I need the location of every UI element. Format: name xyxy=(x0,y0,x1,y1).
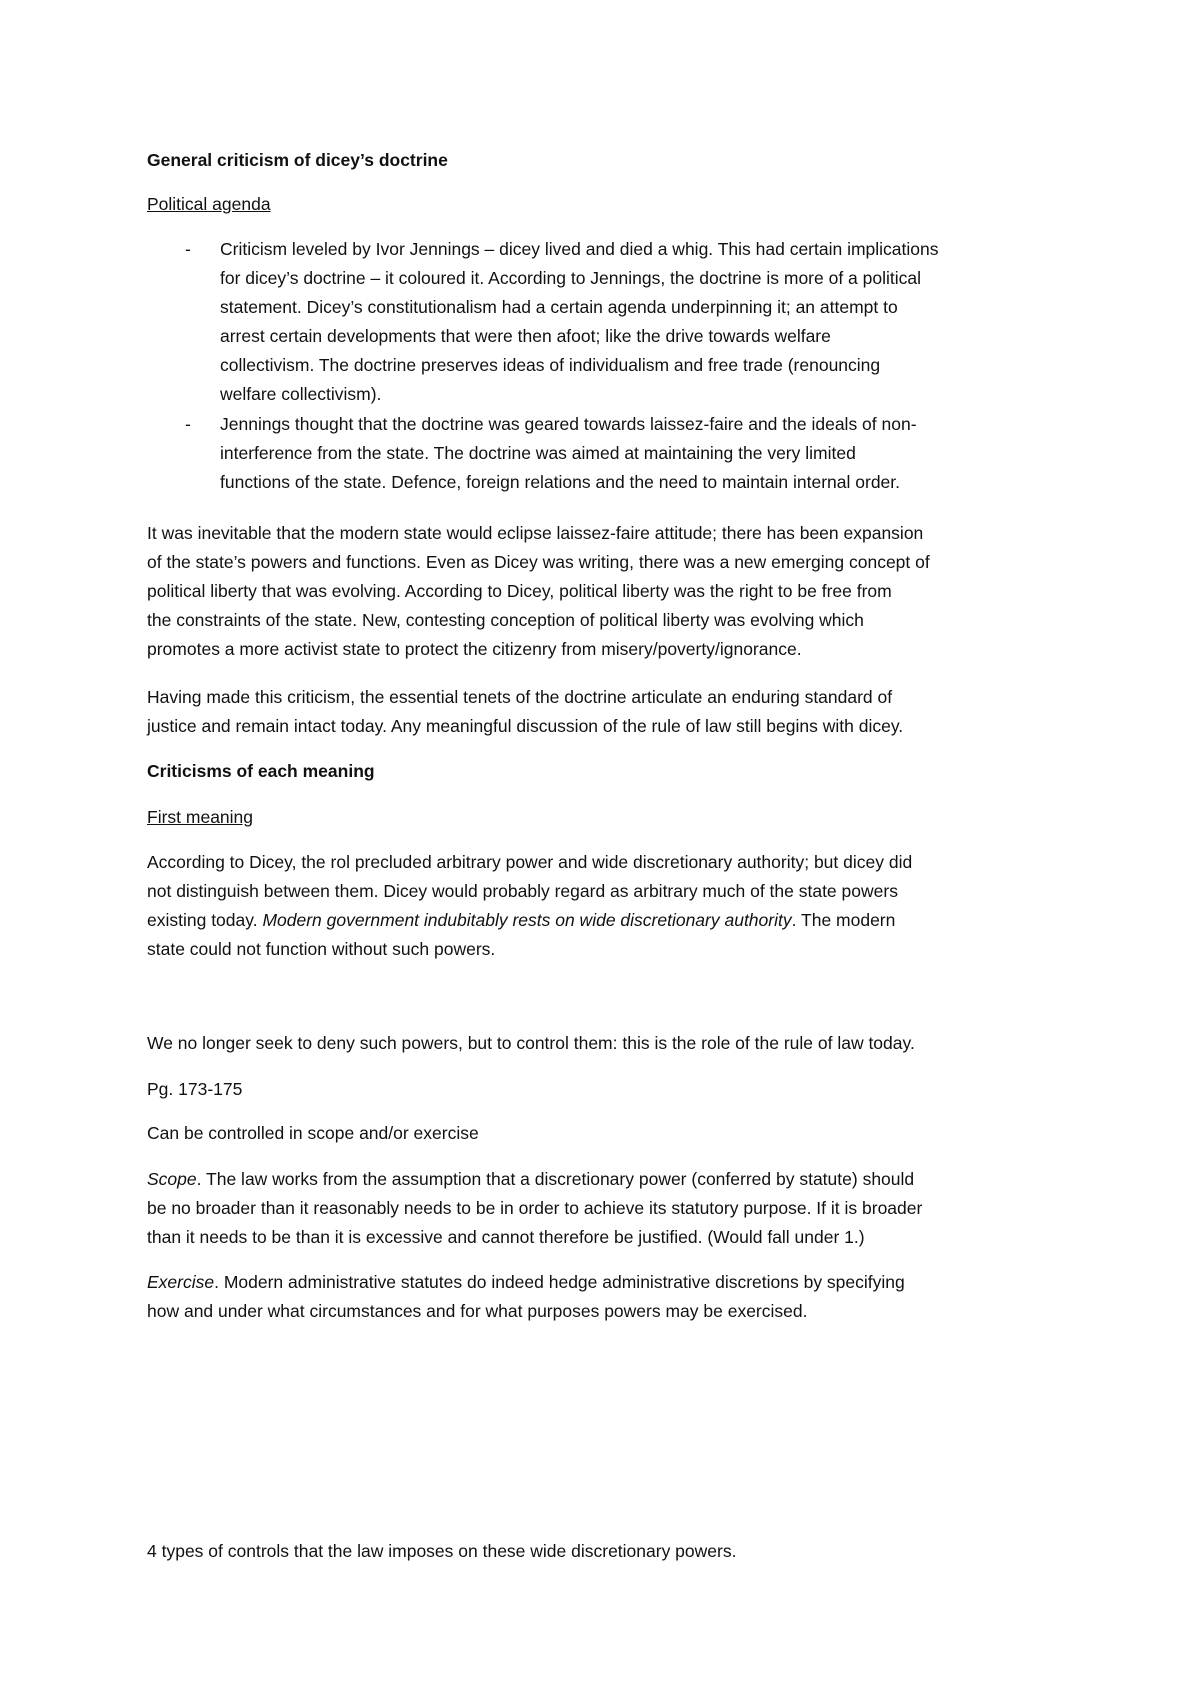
paragraph-line: According to Dicey, the rol precluded arbitrary power and wide discretionary authority; but dicey did xyxy=(147,852,913,872)
paragraph-line: It was inevitable that the modern state would eclipse laissez-faire attitude; there has been expansion xyxy=(147,523,924,543)
paragraph-line xyxy=(147,1268,1077,1297)
heading-general-criticism: General criticism of dicey’s doctrine xyxy=(147,150,448,170)
paragraph-inevitable xyxy=(147,519,1077,664)
bullet-dash: - xyxy=(185,414,191,434)
bullet-line: Jennings thought that the doctrine was geared towards laissez-faire and the ideals of non- xyxy=(220,414,917,434)
paragraph-line: than it needs to be than it is excessive and cannot therefore be justified. (Would fall under 1.) xyxy=(147,1227,865,1247)
paragraph-line xyxy=(147,906,1077,935)
bullet-line: arrest certain developments that were then afoot; like the drive towards welfare xyxy=(220,326,831,346)
paragraph-line: of the state’s powers and functions. Even as Dicey was writing, there was a new emerging concept of xyxy=(147,552,930,572)
exercise-label: Exercise xyxy=(147,1272,215,1292)
paragraph-scope xyxy=(147,1165,1077,1252)
paragraph-line xyxy=(147,1165,1077,1194)
bullet-line: welfare collectivism). xyxy=(220,384,382,404)
bullet-body xyxy=(220,235,1100,409)
paragraph-line: promotes a more activist state to protect the citizenry from misery/poverty/ignorance. xyxy=(147,639,802,659)
text-span: . Modern administrative statutes do indeed hedge administrative discretions by specifying xyxy=(214,1272,905,1292)
paragraph-line: Having made this criticism, the essential tenets of the doctrine articulate an enduring standard of xyxy=(147,687,893,707)
bullet-dash: - xyxy=(185,239,191,259)
paragraph-line: justice and remain intact today. Any meaningful discussion of the rule of law still begins with dicey. xyxy=(147,716,904,736)
paragraph-line: state could not function without such powers. xyxy=(147,939,496,959)
scope-label: Scope xyxy=(147,1169,197,1189)
paragraph-first-meaning xyxy=(147,848,1077,964)
bullet-body xyxy=(220,410,1100,497)
italic-emphasis: Modern government indubitably rests on wide discretionary authority xyxy=(262,910,792,930)
paragraph-line: how and under what circumstances and for what purposes powers may be exercised. xyxy=(147,1301,808,1321)
paragraph-exercise xyxy=(147,1268,1077,1326)
paragraph-four-types: 4 types of controls that the law imposes on these wide discretionary powers. xyxy=(147,1541,737,1561)
paragraph-controlled: Can be controlled in scope and/or exercise xyxy=(147,1123,479,1143)
paragraph-page-ref: Pg. 173-175 xyxy=(147,1079,243,1099)
subheading-first-meaning: First meaning xyxy=(147,807,254,827)
paragraph-no-longer: We no longer seek to deny such powers, but to control them: this is the role of the rule of law today. xyxy=(147,1033,915,1053)
paragraph-line: be no broader than it reasonably needs to be in order to achieve its statutory purpose. If it is broader xyxy=(147,1198,923,1218)
bullet-line: Criticism leveled by Ivor Jennings – dicey lived and died a whig. This had certain implications xyxy=(220,239,939,259)
bullet-line: functions of the state. Defence, foreign relations and the need to maintain internal order. xyxy=(220,472,901,492)
subheading-political-agenda: Political agenda xyxy=(147,194,271,214)
text-span: . The modern xyxy=(791,910,896,930)
heading-criticisms-each-meaning: Criticisms of each meaning xyxy=(147,761,375,781)
bullet-line: for dicey’s doctrine – it coloured it. According to Jennings, the doctrine is more of a political xyxy=(220,268,922,288)
paragraph-having-made xyxy=(147,683,1077,741)
text-span: . The law works from the assumption that a discretionary power (conferred by statute) should xyxy=(196,1169,915,1189)
paragraph-line: the constraints of the state. New, contesting conception of political liberty was evolving which xyxy=(147,610,864,630)
paragraph-line: political liberty that was evolving. According to Dicey, political liberty was the right to be free from xyxy=(147,581,892,601)
paragraph-line: not distinguish between them. Dicey would probably regard as arbitrary much of the state powers xyxy=(147,881,898,901)
text-span: existing today. xyxy=(147,910,263,930)
bullet-line: statement. Dicey’s constitutionalism had a certain agenda underpinning it; an attempt to xyxy=(220,297,898,317)
bullet-line: collectivism. The doctrine preserves ideas of individualism and free trade (renouncing xyxy=(220,355,881,375)
bullet-line: interference from the state. The doctrine was aimed at maintaining the very limited xyxy=(220,443,856,463)
